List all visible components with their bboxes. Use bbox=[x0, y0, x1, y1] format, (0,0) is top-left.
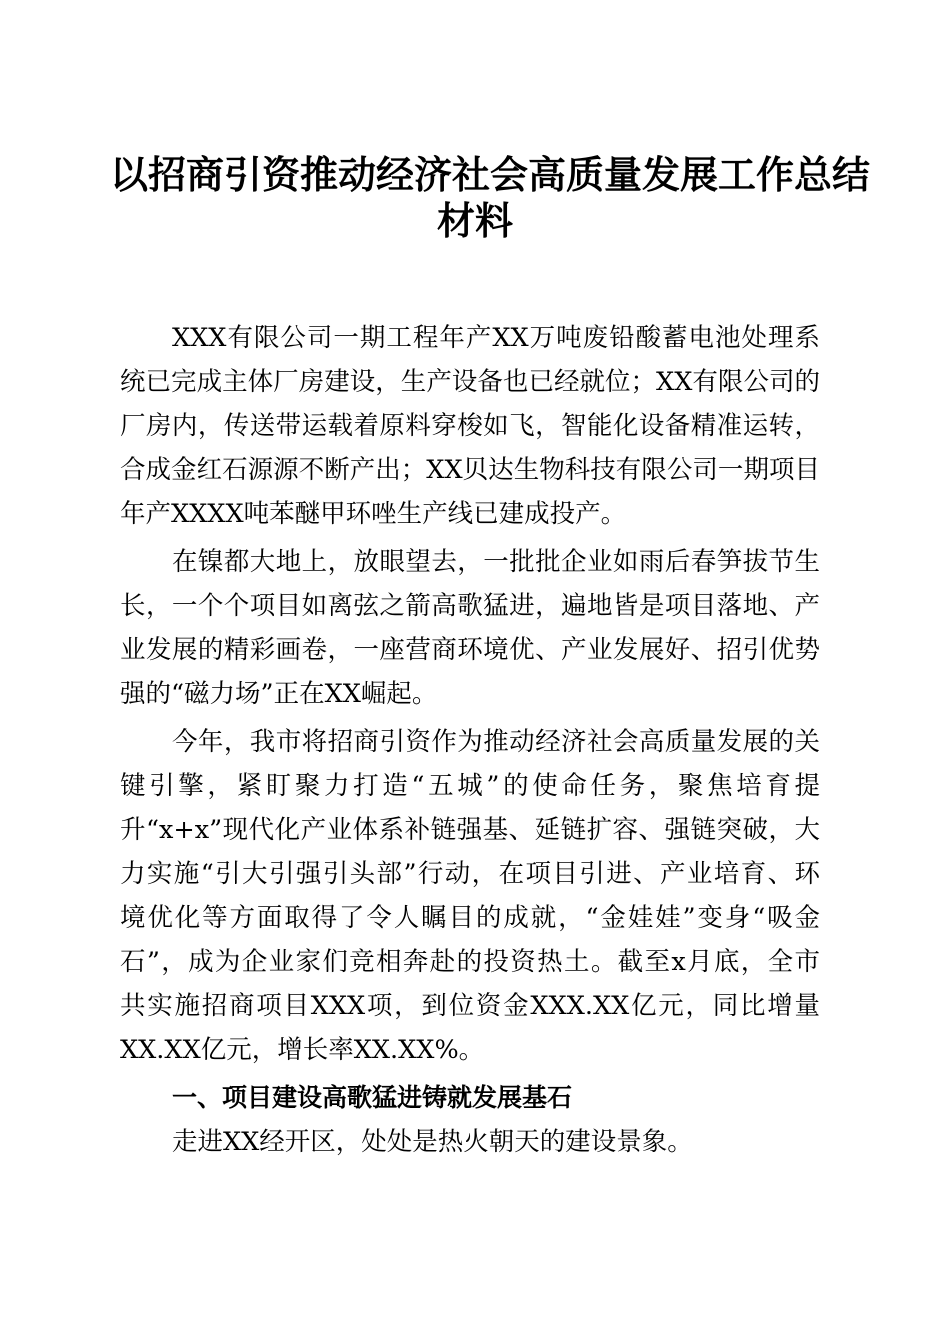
paragraph-line: 共实施招商项目XXX项，到位资金XXX.XX亿元，同比增量 bbox=[120, 991, 820, 1021]
paragraph-line: 升“x+x”现代化产业体系补链强基、延链扩容、强链突破，大 bbox=[120, 815, 820, 845]
paragraph-line: 强的“磁力场”正在XX崛起。 bbox=[120, 679, 438, 709]
paragraph-line: 统已完成主体厂房建设，生产设备也已经就位；XX有限公司的 bbox=[120, 367, 820, 397]
paragraph-line: 业发展的精彩画卷，一座营商环境优、产业发展好、招引优势 bbox=[120, 635, 820, 665]
paragraph-line: 走进XX经开区，处处是热火朝天的建设景象。 bbox=[172, 1127, 693, 1157]
paragraph-line: 年产XXXX吨苯醚甲环唑生产线已建成投产。 bbox=[120, 499, 627, 529]
paragraph-line: 力实施“引大引强引头部”行动，在项目引进、产业培育、环 bbox=[120, 859, 820, 889]
paragraph-line: XX.XX亿元，增长率XX.XX%。 bbox=[120, 1035, 485, 1065]
section-heading: 一、项目建设高歌猛进铸就发展基石 bbox=[172, 1083, 573, 1112]
paragraph-line: 厂房内，传送带运载着原料穿梭如飞，智能化设备精准运转， bbox=[120, 411, 820, 441]
document-title-line-2: 材料 bbox=[436, 198, 513, 243]
paragraph-line: 石”，成为企业家们竞相奔赴的投资热土。截至x月底，全市 bbox=[120, 947, 820, 977]
paragraph-line: 合成金红石源源不断产出；XX贝达生物科技有限公司一期项目 bbox=[120, 455, 820, 485]
paragraph-line: 在镍都大地上，放眼望去，一批批企业如雨后春笋拔节生 bbox=[172, 547, 820, 577]
paragraph-line: 今年，我市将招商引资作为推动经济社会高质量发展的关 bbox=[172, 727, 820, 757]
paragraph-line: 键引擎，紧盯聚力打造“五城”的使命任务，聚焦培育提 bbox=[120, 771, 820, 801]
paragraph-line: 长，一个个项目如离弦之箭高歌猛进，遍地皆是项目落地、产 bbox=[120, 591, 820, 621]
paragraph-line: 境优化等方面取得了令人瞩目的成就，“金娃娃”变身“吸金 bbox=[120, 903, 820, 933]
paragraph-line: XXX有限公司一期工程年产XX万吨废铅酸蓄电池处理系 bbox=[172, 323, 820, 353]
document-title-line-1: 以招商引资推动经济社会高质量发展工作总结 bbox=[110, 152, 871, 197]
